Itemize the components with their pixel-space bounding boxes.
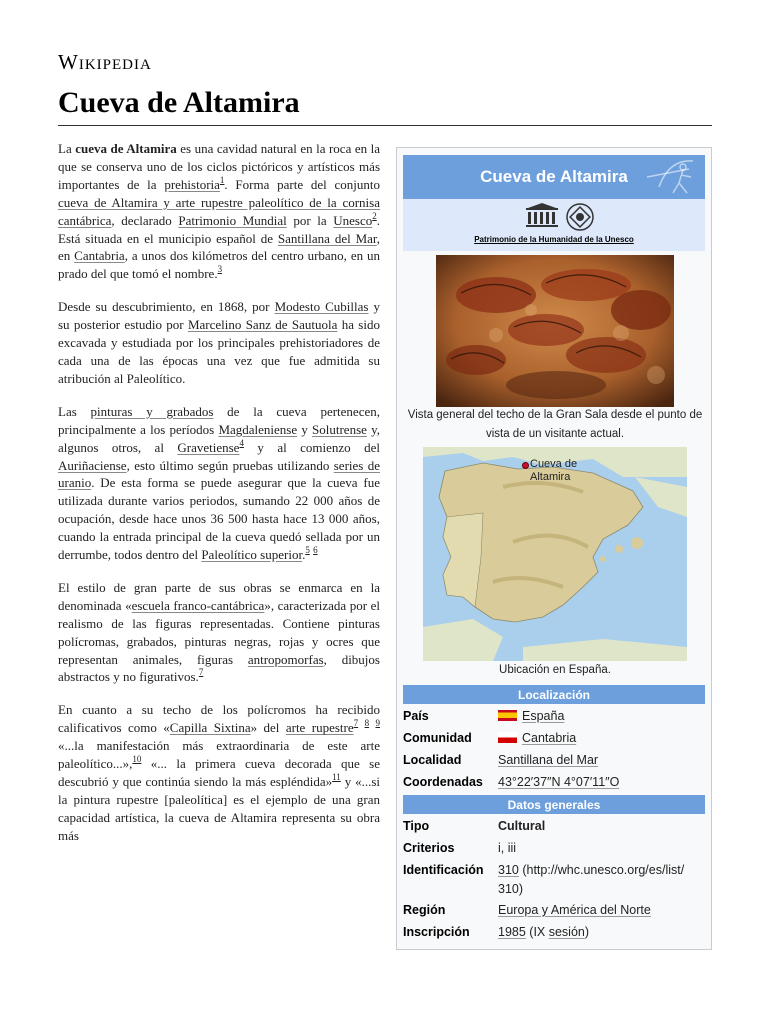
link-santillana[interactable]: Santillana del Mar (277, 230, 377, 246)
location-marker-icon[interactable] (522, 462, 529, 469)
ref-9[interactable]: 9 (375, 718, 380, 729)
infobox: Cueva de Altamira Patrimonio de la Humanidad de la Unesco Vista general del techo de la Gran Sala desde el punto de vista de un visitante actual. Cueva de Altamira Ubicación en España. Localización País España Comunidad Cantabria Localidad Santillana del Mar Coordenadas 43°22′37″N 4°07′11″O Datos generales Tipo Cultural Criterios i, iii Identificación 310 (http://whc.unesco.org/es/list/ 310) Región Europa y América del Norte Inscripción 1985 (IX sesión) (396, 147, 712, 950)
link-antropomorfas[interactable]: antropomorfas (247, 651, 324, 667)
unesco-logo-icon[interactable] (518, 202, 598, 232)
wikipedia-wordmark[interactable]: Wikipedia (58, 50, 152, 74)
map-caption: Ubicación en España. (499, 664, 611, 676)
image-caption: Vista general del techo de la Gran Sala desde el punto de vista de un visitante actual. (407, 409, 703, 440)
link-sesion[interactable]: sesión (548, 925, 585, 939)
unesco-caption[interactable]: Patrimonio de la Humanidad de la Unesco (474, 235, 634, 244)
tipo-value[interactable]: Cultural (498, 819, 546, 833)
link-auriñaciense[interactable]: Auriñaciense (58, 457, 127, 473)
paragraph-periods: Las pinturas y grabados de la cueva pertenecen, principalmente a los períodos Magdaleniense y Solutrense y, algunos otros, al Gravetiense$^4$ y al comienzo del Auriñaciense, esto último según pruebas utilizando series de uranio. De esta forma se puede asegurar que la cueva fue utilizada durante varios periodos, sumando 22 000 años de ocupación, desde hace unos 36 500 hasta hace 13 000 años, cuando la entrada principal de la cueva quedó sellada por un derrumbe, todos dentro del Paleolítico superior.$^5$ $^6$ (58, 403, 380, 563)
link-coordenadas[interactable]: 43°22′37″N 4°07′11″O (498, 775, 620, 789)
link-patrimonio-mundial[interactable]: Patrimonio Mundial (178, 212, 287, 228)
cave-painting-icon (436, 255, 674, 407)
link-series-uranio[interactable]: series de uranio (58, 457, 380, 491)
ref-3[interactable]: 3 (217, 264, 223, 275)
ref-6[interactable]: 6 (313, 545, 318, 556)
link-pinturas-grabados[interactable]: pinturas y grabados (90, 403, 214, 419)
link-cantabria-infobox[interactable]: Cantabria (522, 731, 577, 745)
page-title: Cueva de Altamira (58, 86, 300, 119)
link-magdaleniense[interactable]: Magdaleniense (218, 421, 298, 437)
link-1985[interactable]: 1985 (498, 925, 526, 939)
link-region[interactable]: Europa y América del Norte (498, 903, 651, 917)
paragraph-discovery: Desde su descubrimiento, en 1868, por Modesto Cubillas y su posterior estudio por Marcelino Sanz de Sautuola ha sido excavada y estudiada por los principales prehistoriadores de cada una de las épocas una vez que fue admitida su atribución al Paleolítico. (58, 299, 380, 386)
link-capilla-sixtina[interactable]: Capilla Sixtina (169, 720, 251, 736)
link-modesto-cubillas[interactable]: Modesto Cubillas (274, 299, 369, 315)
section-datos-generales: Datos generales (403, 795, 705, 814)
ref-2[interactable]: 2 (372, 210, 377, 221)
ref-8[interactable]: 8 (364, 718, 370, 729)
paragraph-style: El estilo de gran parte de sus obras se enmarca en la denominada «escuela franco-cantábrica», caracterizada por el realismo de las figuras representadas. Contiene pinturas polícromas, grabados, pinturas negras, rojas y ocres que representan animales, figuras antropomorfas, dibujos abstractos y no figurativos.$^7$ (58, 579, 380, 685)
infobox-title: Cueva de Altamira (403, 155, 705, 199)
link-santillana-infobox[interactable]: Santillana del Mar (498, 753, 599, 767)
link-escuela-franco-cantabrica[interactable]: escuela franco-cantábrica (131, 597, 265, 613)
ref-10[interactable]: 10 (132, 754, 142, 765)
link-solutrense[interactable]: Solutrense (312, 421, 367, 437)
link-cantabria[interactable]: Cantabria (74, 248, 125, 264)
section-localizacion: Localización (403, 685, 705, 704)
link-unesco[interactable]: Unesco (333, 212, 373, 228)
article-body (58, 140, 380, 860)
link-prehistoria[interactable]: prehistoria (164, 176, 220, 192)
unesco-band (403, 199, 705, 251)
map-label: Cueva de Altamira (530, 458, 578, 483)
title-divider (58, 125, 712, 126)
cantabria-flag-icon (498, 732, 517, 743)
ref-4[interactable]: 4 (239, 437, 244, 448)
spain-location-map[interactable] (423, 447, 687, 661)
spain-flag-icon (498, 710, 517, 721)
archer-icon (639, 157, 699, 197)
link-identificacion[interactable]: 310 (498, 863, 519, 877)
cave-ceiling-image[interactable] (436, 255, 674, 407)
link-gravetiense[interactable]: Gravetiense (177, 439, 240, 455)
ref-5[interactable]: 5 (305, 545, 310, 556)
ref-7[interactable]: 7 (198, 667, 204, 678)
ref-7b[interactable]: 7 (353, 718, 359, 729)
paragraph-intro: La cueva de Altamira es una cavidad natural en la roca en la que se conserva uno de los ciclos pictóricos y artísticos más importantes de la prehistoria$^1$. Forma parte del conjunto cueva de Altamira y arte rupestre paleolítico de la cornisa cantábrica, declarado Patrimonio Mundial por la Unesco$^2$. Está situada en el municipio español de Santillana del Mar, en Cantabria, a unos dos kilómetros del centro urbano, en un prado del que tomó el nombre.$^3$ (58, 141, 380, 282)
link-conjunto[interactable]: cueva de Altamira y arte rupestre paleolítico de la cornisa cantábrica (58, 194, 380, 228)
ref-11[interactable]: 11 (332, 772, 341, 782)
link-espana[interactable]: España (522, 709, 565, 723)
link-arte-rupestre[interactable]: arte rupestre (285, 720, 354, 736)
link-paleolitico-superior[interactable]: Paleolítico superior (201, 547, 303, 563)
paragraph-ceiling: En cuanto a su techo de los polícromos ha recibido calificativos como «Capilla Sixtina» del arte rupestre$^7$ $^8$ $^9$ «...la manifestación más extraordinaria de este arte paleolítico...»,$^{10}$ «... la primera cueva decorada que se descubrió y que continúa siendo la más espléndida»$^{11}$ y «...si la pintura rupestre [paleolítica] es el ejemplo de una gran capacidad artística, la cueva de Altamira representa su obra más (58, 702, 381, 843)
ref-1[interactable]: 1 (219, 174, 225, 185)
link-sautuola[interactable]: Marcelino Sanz de Sautuola (187, 317, 338, 333)
